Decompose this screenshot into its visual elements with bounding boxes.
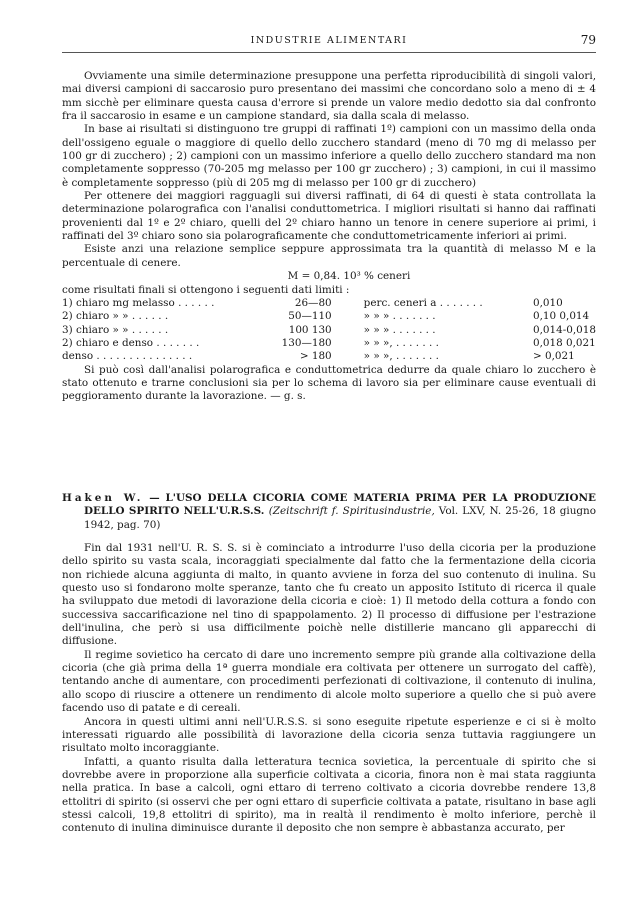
- row-range: 50—110: [288, 310, 332, 323]
- paragraph: Per ottenere dei maggiori ragguagli sui diversi raffinati, di 64 di questi è stata controllata la determinazione polarografica con l'analisi conduttometrica. I migliori risultati si hanno dai raffinati provenienti dal 1º e 2º chiaro, quelli del 2º chiaro hanno un tenore in cenere superiore ai primi, i raffinati del 3º chiaro sono sia polarograficamente che conduttometricamente inferiori ai primi.: [62, 190, 596, 243]
- limits-table: [62, 297, 596, 364]
- page-number: 79: [580, 33, 596, 47]
- section-chicory-abstract: [62, 492, 596, 836]
- paragraph: Ancora in questi ultimi anni nell'U.R.S.S. si sono eseguite ripetute esperienze e ci si è molto interessati riguardo alle possibilità di lavorazione della cicoria senza tuttavia raggiungere un risultato molto incoraggiante.: [62, 715, 596, 755]
- row-range: 130—180: [281, 336, 332, 349]
- abstract-body: [62, 542, 596, 836]
- row-range: 100 130: [288, 323, 332, 336]
- paragraph: Il regime sovietico ha cercato di dare uno incremento sempre più grande alla coltivazione della cicoria (che già prima della 1ª guerra mondiale era coltivata per ottenere un surrogato del caffè), tentando anche di aumentare, con procedimenti perfezionati di coltivazione, il contenuto di inulina, allo scopo di riuscire a ottenere un rendimento di alcole molto superiore a quello che si può avere facendo uso di patate e di cereali.: [62, 648, 596, 715]
- paragraph: come risultati finali si ottengono i seguenti dati limiti :: [62, 283, 350, 296]
- table-row: [62, 324, 596, 337]
- row-label: 2) chiaro e denso . . . . . . .: [62, 336, 200, 349]
- page-header: [62, 33, 596, 49]
- section-sugar-analysis: [62, 70, 596, 404]
- row-label: denso . . . . . . . . . . . . . . .: [62, 350, 193, 363]
- table-row: [62, 350, 596, 363]
- table-row: [62, 297, 596, 310]
- journal-name: (Zeitschrift f. Spiritusindustrie,: [268, 505, 435, 518]
- header-rule: [62, 52, 596, 53]
- table-row: [62, 337, 596, 350]
- paragraph: Fin dal 1931 nell'U. R. S. S. si è cominciato a introdurre l'uso della cicoria per la produzione dello spirito su vasta scala, incoraggiati specialmente dal fatto che la fermentazione della cicoria non richiede alcuna aggiunta di malto, in quanto avviene in forza del suo contenuto di inulina. Su questo uso si fondarono molte speranze, tanto che fu creato un apposito Istituto di ricerca il quale ha sviluppato due metodi di lavorazione della cicoria e cioè: 1) Il metodo della cottura a fondo con successiva saccarificazione nel tino di spappolamento. 2) Il processo di diffusione per l'estrazione dell'inulina, che però si usa difficilmente poichè nelle distillerie mancano gli apparecchi di diffusione.: [62, 542, 596, 648]
- row-range: > 180: [299, 350, 332, 363]
- row-mid: perc. ceneri a . . . . . . .: [363, 296, 483, 309]
- paragraph: Ovviamente una simile determinazione presuppone una perfetta riproducibilità di singoli valori, mai diversi campioni di saccarosio puro presentano dei massimi che concordano solo a meno di ± 4 mm sicchè per eliminare questa causa d'errore si prende un valore medio dedotto sia dal confronto fra il saccarosio in esame e un campione standard, sia dalla scala di melasso.: [62, 70, 596, 123]
- paragraph: Si può così dall'analisi polarografica e conduttometrica dedurre da quale chiaro lo zucchero è stato ottenuto e trarne conclusioni sia per lo schema di lavoro sia per eliminare cause eventuali di peggioramento durante la lavorazione. — g. s.: [62, 363, 596, 403]
- paragraph: In base ai risultati si distinguono tre gruppi di raffinati 1º) campioni con un massimo della onda dell'ossigeno eguale o maggiore di quello dello zucchero standard (meno di 70 mg di melasso per 100 gr di zucchero) ; 2) campioni con un massimo inferiore a quello dello zucchero standard ma non completamente soppresso (70-205 mg melasso per 100 gr zucchero) ; 3) campioni, in cui il massimo è completamente soppresso (più di 205 mg di melasso per 100 gr di zucchero): [62, 123, 596, 189]
- abstract-heading: [62, 492, 596, 532]
- row-mid: » » », . . . . . . .: [363, 336, 439, 349]
- paragraph: Infatti, a quanto risulta dalla letteratura tecnica sovietica, la percentuale di spirito che si dovrebbe avere in proporzione alla superficie coltivata a cicoria, finora non è mai stata raggiunta nella pratica. In base a calcoli, ogni ettaro di terreno coltivato a cicoria dovrebbe rendere 13,8 ettolitri di spirito (si osservi che per ogni ettaro di superficie coltivata a patate, risultano in base agli stessi calcoli, 19,8 ettolitri di spirito), ma in realtà il rendimento è molto inferiore, perchè il contenuto di inulina diminuisce durante il deposito che non sempre è abbastanza accurato, per: [62, 755, 596, 835]
- row-value: 0,010: [532, 296, 563, 309]
- row-value: 0,10 0,014: [532, 310, 590, 323]
- row-mid: » » » . . . . . . .: [363, 310, 436, 323]
- row-label: 2) chiaro » » . . . . . .: [62, 310, 169, 323]
- author-name: Haken W.: [62, 492, 144, 504]
- running-title: INDUSTRIE ALIMENTARI: [250, 35, 408, 46]
- row-mid: » » » . . . . . . .: [363, 323, 436, 336]
- row-range: 26—80: [294, 296, 332, 309]
- row-value: 0,018 0,021: [532, 336, 596, 349]
- row-value: 0,014-0,018: [532, 323, 596, 336]
- row-label: 3) chiaro » » . . . . . .: [62, 323, 169, 336]
- row-label: 1) chiaro mg melasso . . . . . .: [62, 296, 215, 309]
- paragraph: Esiste anzi una relazione semplice seppure approssimata tra la quantità di melasso M e la percentuale di cenere.: [62, 243, 596, 269]
- formula: M = 0,84. 10³ % ceneri: [287, 270, 411, 283]
- citation-detail: Vol. LXV, N. 25-26, 18 giugno 1942, pag. 70): [84, 505, 596, 531]
- row-mid: » » », . . . . . . .: [363, 350, 439, 363]
- row-value: > 0,021: [532, 350, 575, 363]
- table-row: [62, 310, 596, 323]
- article-title: — L'USO DELLA CICORIA COME MATERIA PRIMA PER LA PRODUZIONE DELLO SPIRITO NELL'U.R.S.S.: [84, 492, 596, 518]
